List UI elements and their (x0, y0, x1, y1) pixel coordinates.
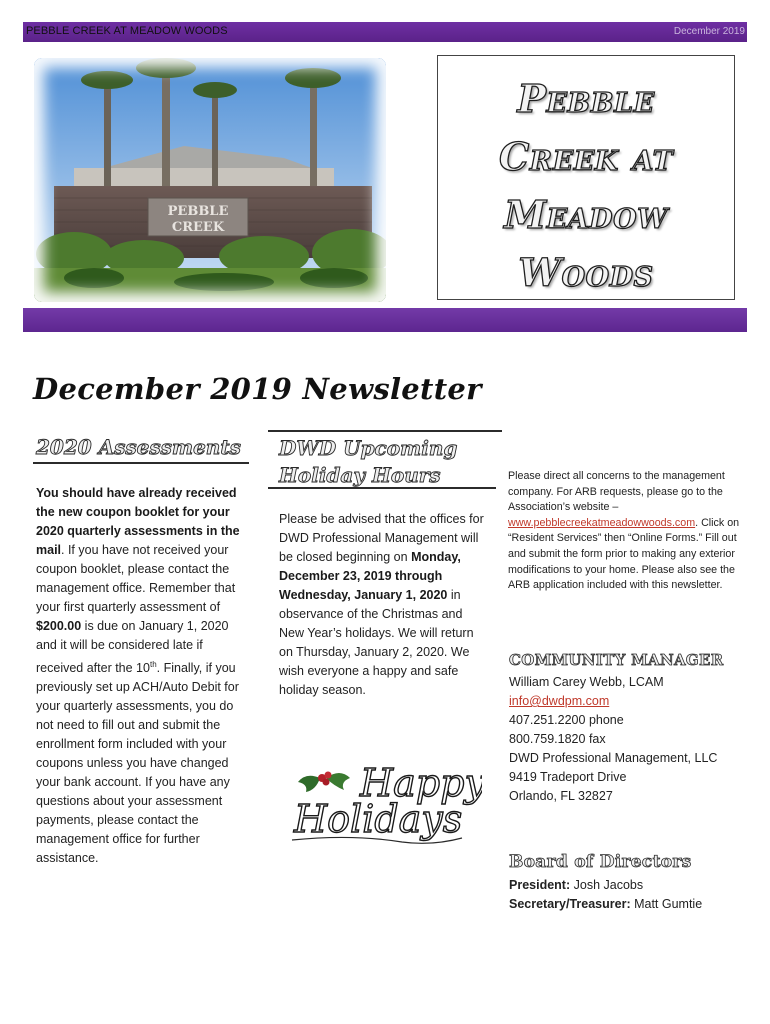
title-line: Pebble (517, 76, 655, 121)
concerns-intro: Please direct all concerns to the management company. For ARB requests, please go to the Association’s website – (508, 470, 725, 514)
holiday-body (279, 510, 489, 700)
concerns-instructions: . Click on “Resident Services” then “Online Forms.” Fill out and submit the form prior to making any exterior modifications to your home. Please also see the ARB application included with this newsletter. (508, 516, 740, 592)
management-company: DWD Professional Management, LLC (509, 751, 718, 765)
president-name: Josh Jacobs (570, 878, 644, 892)
community-manager-heading: COMMUNITY MANAGER (509, 651, 724, 669)
manager-phone: 407.251.2200 phone (509, 713, 624, 727)
header-bar (23, 22, 747, 42)
closure-dates: Monday, December 23, 2019 through Wednesday, January 1, 2020 (279, 550, 461, 602)
assessment-amount: $200.00 (36, 619, 82, 633)
header-date: December 2019 (673, 26, 745, 37)
president-label: President: (509, 878, 571, 892)
concerns-text (508, 469, 744, 594)
community-manager-details (509, 673, 717, 806)
assessments-text: is due on January 1, 2020 and it will be considered late if received after the 10 (36, 619, 229, 676)
secretary-label: Secretary/Treasurer: (509, 897, 631, 911)
assessments-text: . If you have not received your coupon booklet, please contact the management office. Remember that your first quarterly assessment of (36, 543, 236, 614)
holiday-bottom-rule (268, 487, 496, 489)
holiday-heading (279, 435, 457, 489)
association-website-link[interactable]: www.pebblecreekatmeadowwoods.com (508, 516, 696, 529)
holly-icon (298, 772, 350, 793)
assessments-text: . Finally, if you previously set up ACH/Auto Debit for your quarterly assessments, you do not need to fill out and submit the enrollment form included with your coupons unless you have changed your bank account. If you have any questions about your assessment payments, please contact the management office for further assistance. (36, 661, 239, 866)
divider-bar (23, 308, 747, 332)
newsletter-title: December 2019 Newsletter (33, 372, 482, 406)
board-president (509, 876, 702, 895)
community-title (438, 70, 734, 302)
board-secretary (509, 895, 702, 914)
title-box (437, 55, 735, 300)
company-city: Orlando, FL 32827 (509, 789, 613, 803)
manager-fax: 800.759.1820 fax (509, 732, 606, 746)
board-members (509, 876, 702, 914)
title-line: Creek at (498, 134, 674, 179)
holiday-heading-line1: DWD Upcoming (279, 436, 458, 460)
manager-name: William Carey Webb, LCAM (509, 675, 664, 689)
header-community-name: PEBBLE CREEK AT MEADOW WOODS (26, 25, 228, 37)
ordinal-suffix: th (149, 660, 157, 669)
board-heading: Board of Directors (509, 852, 692, 872)
title-line: Woods (518, 250, 654, 295)
assessments-rule (33, 462, 249, 464)
sign-text-line2: CREEK (171, 220, 225, 235)
holiday-heading-line2: Holiday Hours (279, 463, 441, 487)
holiday-text: in observance of the Christmas and New Year’s holidays. We will return on Thursday, January 2, 2020. We wish everyone a happy and safe holiday season. (279, 588, 474, 697)
holiday-text: Please be advised that the offices for DWD Professional Management will be closed beginning on (279, 512, 484, 564)
assessments-intro: You should have already received the new coupon booklet for your 2020 quarterly assessments in the mail (36, 486, 240, 557)
manager-email-link[interactable]: info@dwdpm.com (509, 694, 610, 708)
holidays-text: Holidays (294, 797, 463, 841)
happy-text: Happy (360, 761, 482, 805)
secretary-name: Matt Gumtie (630, 897, 703, 911)
assessments-body (36, 484, 250, 868)
company-street: 9419 Tradeport Drive (509, 770, 627, 784)
assessments-heading: 2020 Assessments (36, 435, 241, 459)
holiday-top-rule (268, 430, 502, 432)
sign-text-line1: PEBBLE (167, 204, 229, 219)
title-line: Meadow (504, 192, 668, 237)
happy-holidays-graphic (282, 748, 482, 848)
entrance-photo (34, 58, 386, 302)
